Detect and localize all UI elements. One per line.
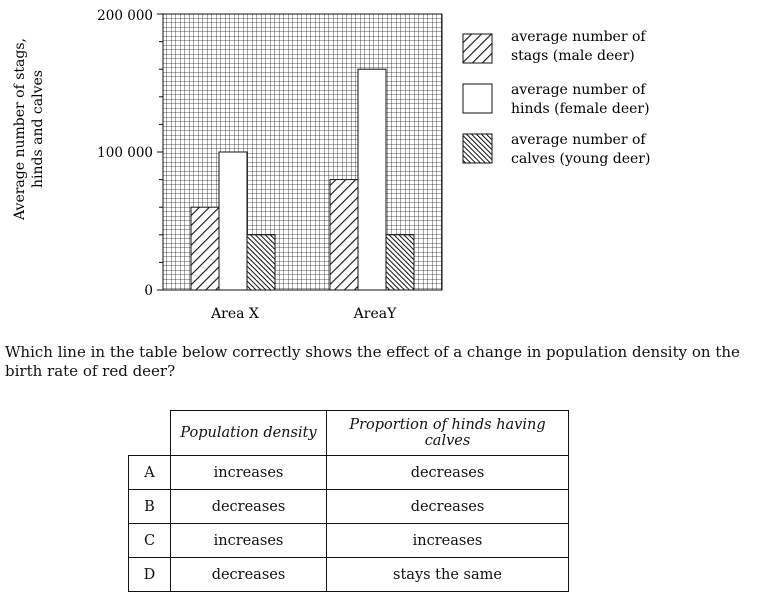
- header-population-density: Population density: [171, 411, 327, 456]
- density-cell: decreases: [171, 558, 327, 592]
- legend-label: average number of: [511, 29, 646, 45]
- legend-label: calves (young deer): [511, 151, 651, 167]
- legend-label: hinds (female deer): [511, 101, 650, 117]
- y-axis-label-line1: Average number of stags,: [12, 38, 28, 220]
- x-tick-label: Area X: [211, 306, 259, 322]
- legend-swatch-stags: [463, 34, 492, 63]
- legend: [463, 29, 650, 167]
- legend-swatch-hinds: [463, 84, 492, 113]
- answer-table: [128, 410, 569, 592]
- legend-label: average number of: [511, 132, 646, 148]
- bar-calves-0: [247, 235, 275, 290]
- legend-label: average number of: [511, 82, 646, 98]
- table-row: [129, 524, 569, 558]
- header-proportion-hinds: Proportion of hinds having calves: [327, 411, 569, 456]
- y-tick-label: 200 000: [97, 8, 153, 24]
- row-letter: B: [129, 490, 171, 524]
- legend-label: stags (male deer): [511, 48, 635, 64]
- y-tick-label: 100 000: [97, 145, 153, 161]
- table-row: [129, 558, 569, 592]
- bar-stags-0: [191, 207, 219, 290]
- y-tick-label: 0: [144, 283, 153, 299]
- density-cell: increases: [171, 456, 327, 490]
- bar-hinds-1: [358, 69, 386, 290]
- bar-stags-1: [330, 180, 358, 290]
- table-header-row: [129, 411, 569, 456]
- table-corner: [129, 411, 171, 456]
- legend-swatch-calves: [463, 134, 492, 163]
- proportion-cell: increases: [327, 524, 569, 558]
- bar-calves-1: [386, 235, 414, 290]
- row-letter: D: [129, 558, 171, 592]
- density-cell: increases: [171, 524, 327, 558]
- density-cell: decreases: [171, 490, 327, 524]
- y-ticks: [157, 14, 163, 290]
- table-row: [129, 490, 569, 524]
- proportion-cell: stays the same: [327, 558, 569, 592]
- y-axis-label: [12, 38, 46, 221]
- row-letter: A: [129, 456, 171, 490]
- x-tick-label: AreaY: [353, 306, 397, 322]
- bar-hinds-0: [219, 152, 247, 290]
- table-row: [129, 456, 569, 490]
- row-letter: C: [129, 524, 171, 558]
- proportion-cell: decreases: [327, 456, 569, 490]
- question-text: Which line in the table below correctly shows the effect of a change in population density on the birth rate of red deer?: [5, 343, 740, 380]
- y-axis-label-line2: hinds and calves: [30, 70, 46, 188]
- proportion-cell: decreases: [327, 490, 569, 524]
